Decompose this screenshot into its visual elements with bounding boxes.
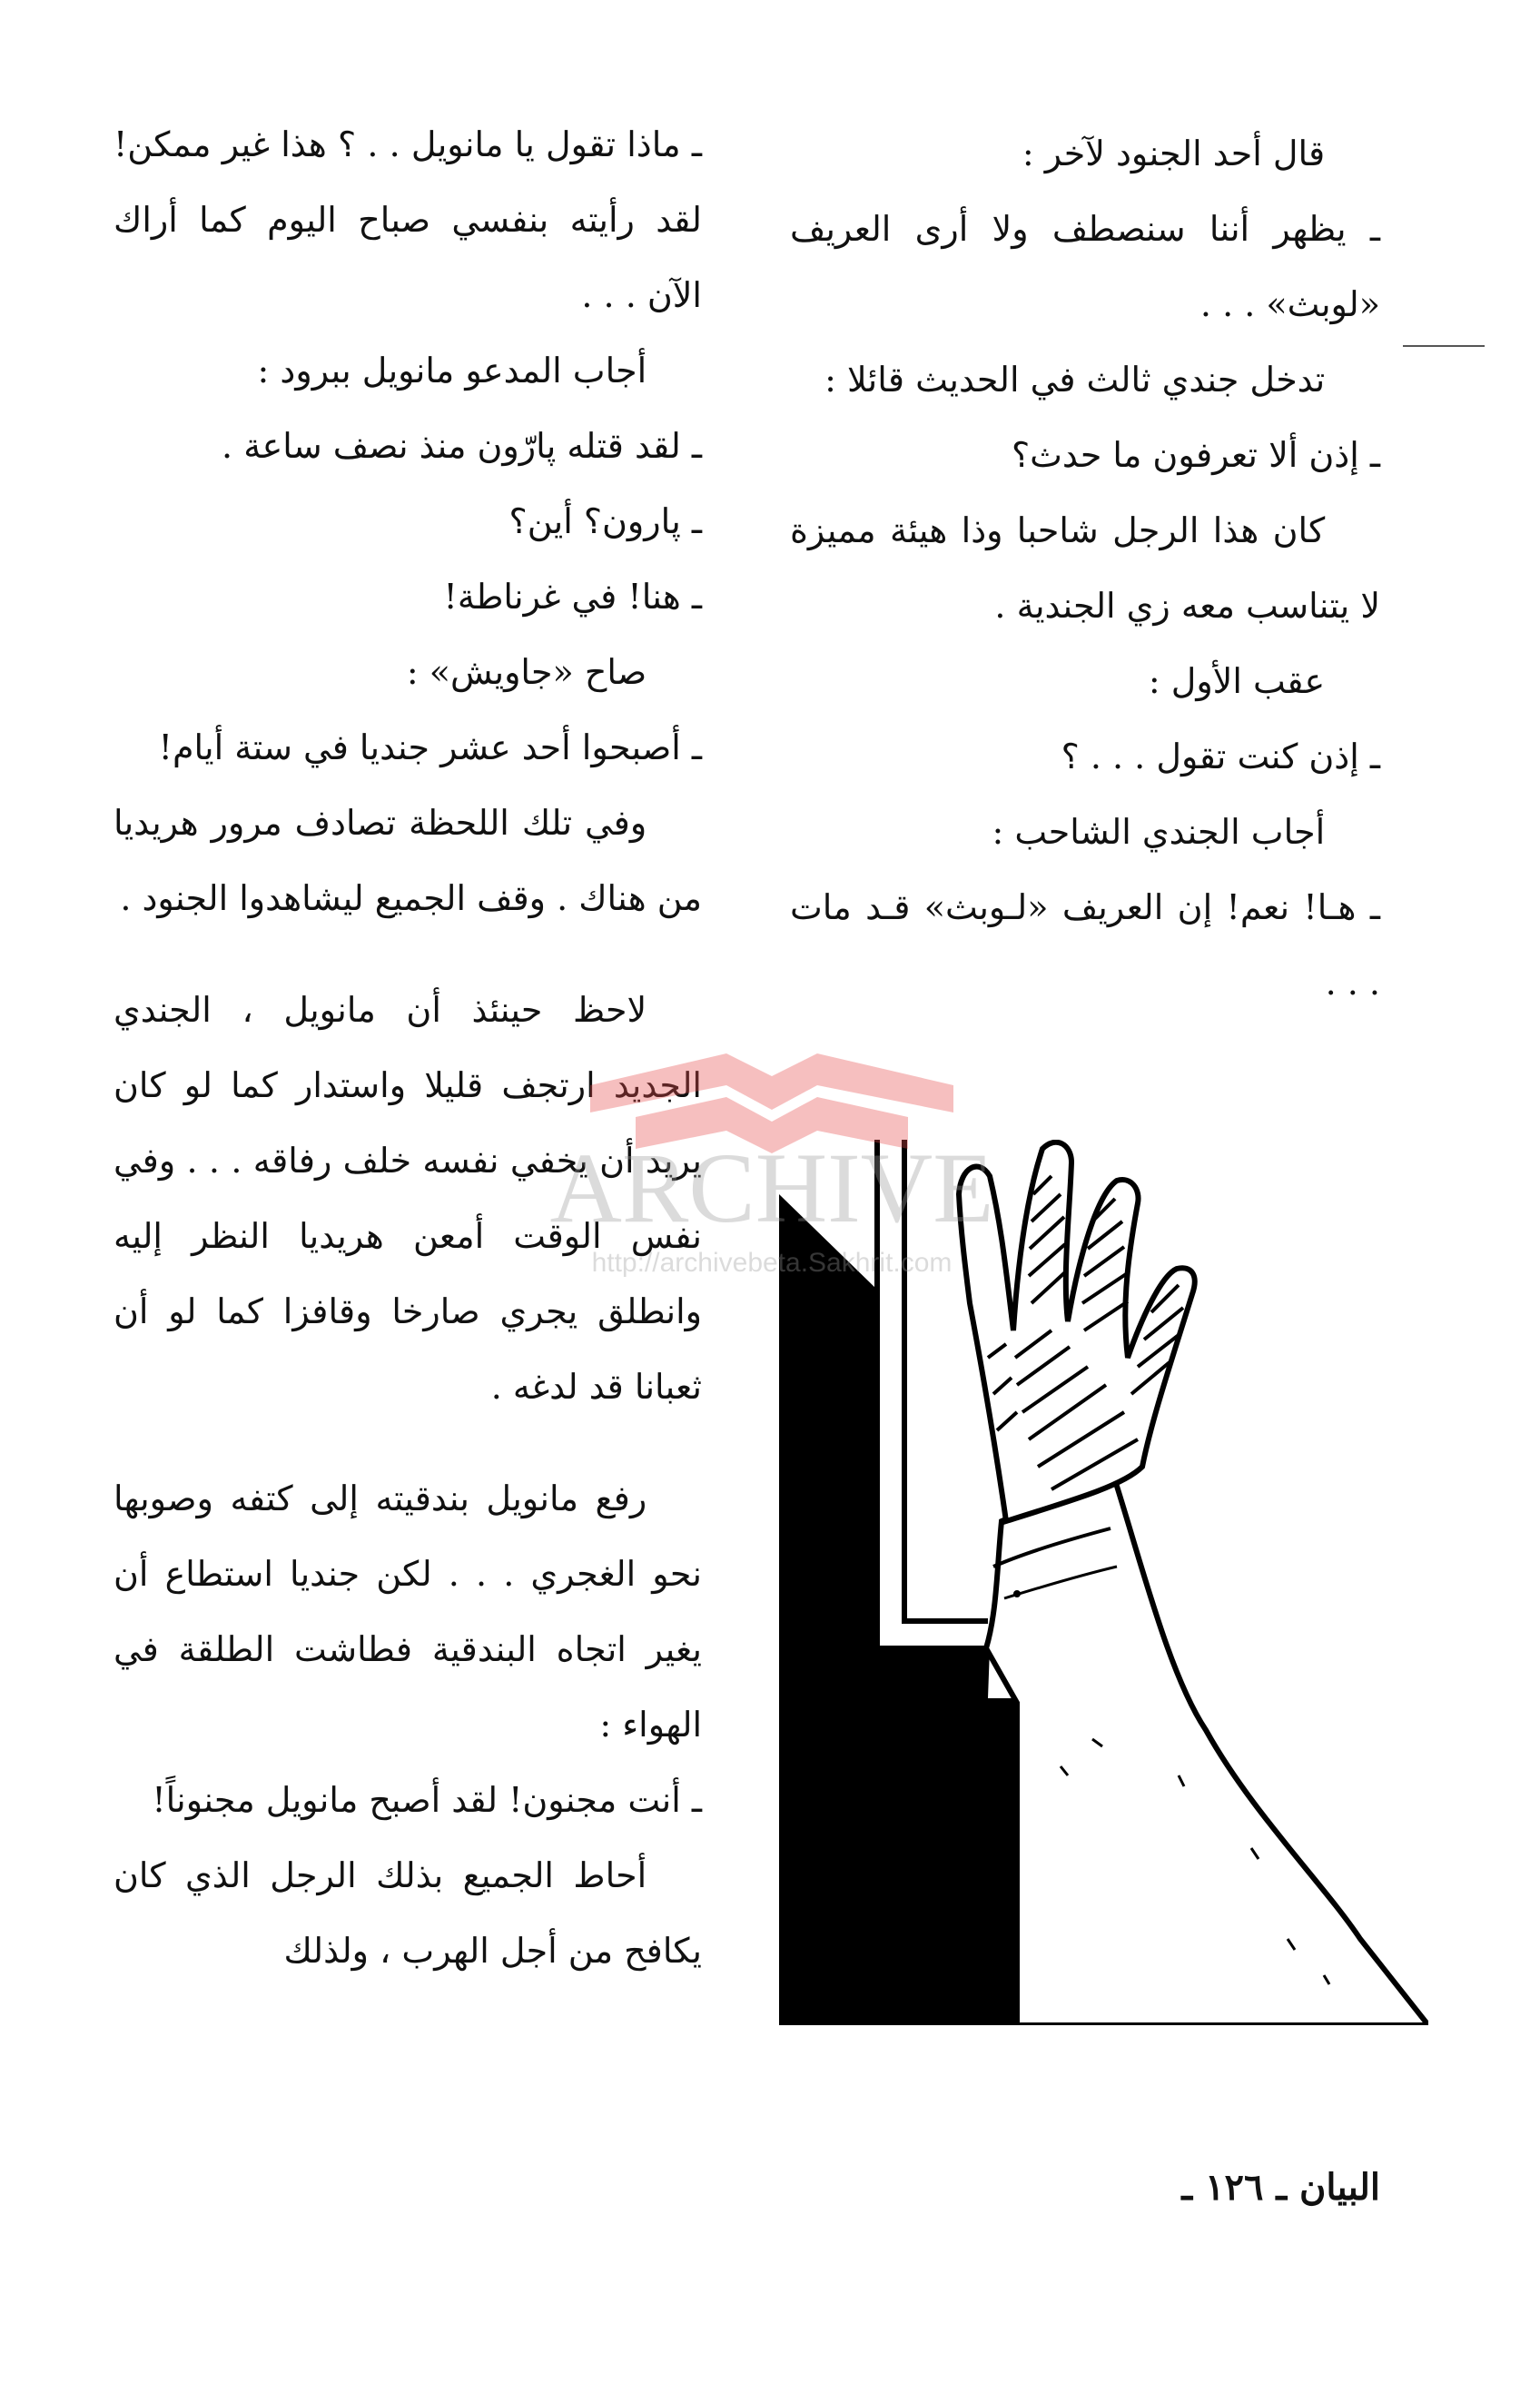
left-text-column <box>114 107 702 1989</box>
paragraph: ـ هـا! نعم! إن العريف «لـوبث» قـد مات . . . <box>790 887 1380 1003</box>
paragraph: وفي تلك اللحظة تصادف مرور هريديا من هناك . وقف الجميع ليشاهدوا الجنود . <box>114 803 702 918</box>
page-footer: البيان ـ ١٢٦ ـ <box>1181 2166 1380 2209</box>
paragraph: كان هذا الرجل شاحبا وذا هيئة مميزة لا يتناسب معه زي الجندية . <box>790 510 1380 626</box>
paragraph: أجاب الجندي الشاحب : <box>992 812 1326 852</box>
watermark-url: http://archivebeta.Sakhrit.com <box>591 1248 953 1278</box>
paragraph: ـ إذن كنت تقول . . . ؟ <box>1061 737 1380 776</box>
paragraph: أجاب المدعو مانويل ببرود : <box>257 351 647 391</box>
paragraph: ـ لقد قتله پارّون منذ نصف ساعة . <box>222 426 702 466</box>
right-text-column <box>790 116 1380 1021</box>
watermark-word: ARCHIVE <box>549 1132 994 1243</box>
paragraph: ـ أصبحوا أحد عشر جنديا في ستة أيام! <box>158 727 702 767</box>
paragraph: أحاط الجميع بذلك الرجل الذي كان يكافح من أجل الهرب ، ولذلك <box>114 1855 702 1971</box>
paragraph: عقب الأول : <box>1148 661 1326 701</box>
hand-on-door-illustration <box>779 1140 1428 2025</box>
paragraph: قال أحد الجنود لآخر : <box>1022 133 1326 173</box>
paragraph: رفع مانويل بندقيته إلى كتفه وصوبها نحو الغجري . . . لكن جنديا استطاع أن يغير اتجاه البندقية فطاشت الطلقة في الهواء : <box>114 1478 702 1745</box>
paragraph: ـ ماذا تقول يا مانويل . . ؟ هذا غير ممكن! لقد رأيته بنفسي صباح اليوم كما أراك الآن . . . <box>114 124 702 315</box>
paragraph: ـ پارون؟ أين؟ <box>508 501 702 541</box>
paragraph: ـ هنا! في غرناطة! <box>443 577 702 617</box>
paragraph: لاحظ حينئذ أن مانويل ، الجندي الجديد ارتجف قليلا واستدار كما لو كان يريد أن يخفي نفسه خلف رفاقه . . . وفي نفس الوقت أمعن هريديا النظر إليه وانطلق يجري صارخا وقافزا كما لو أن ثعبانا قد لدغه . <box>114 990 702 1407</box>
paragraph: ـ إذن ألا تعرفون ما حدث؟ <box>1011 435 1380 475</box>
decorative-rule <box>1403 345 1485 347</box>
paragraph: ـ يظهر أننا سنصطف ولا أرى العريف «لوبث» . . . <box>790 209 1380 324</box>
paragraph: ـ أنت مجنون! لقد أصبح مانويل مجنوناً! <box>152 1780 702 1820</box>
paragraph: تدخل جندي ثالث في الحديث قائلا : <box>824 360 1326 400</box>
paragraph: صاح «جاويش» : <box>406 652 647 692</box>
